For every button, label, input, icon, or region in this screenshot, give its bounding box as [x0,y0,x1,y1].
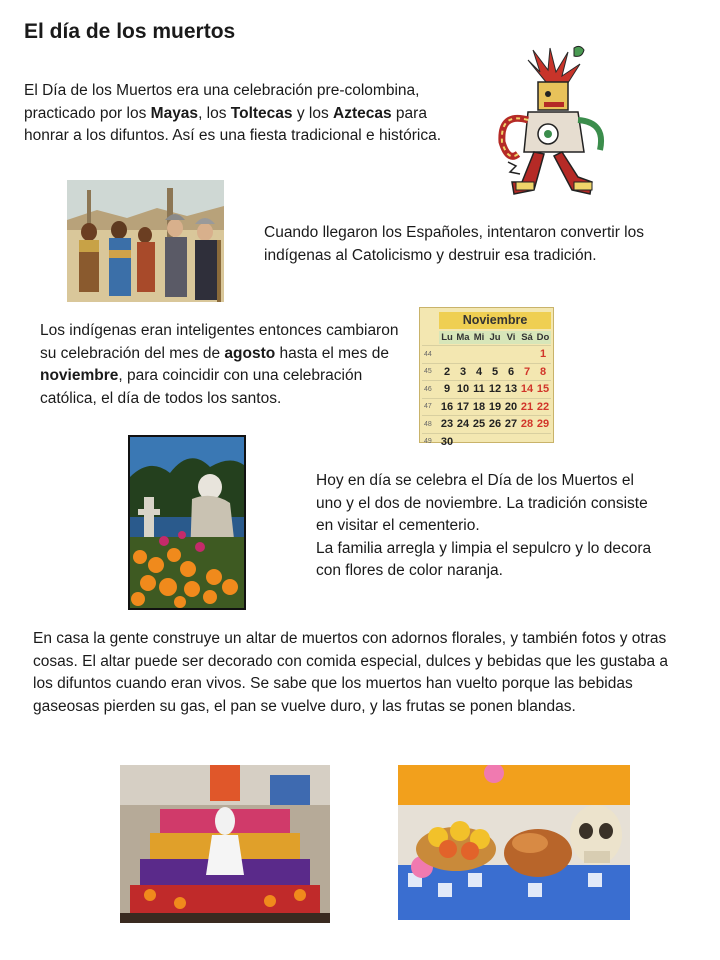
weekday-label: Ju [489,332,501,343]
calendar-day: 28 [520,418,534,431]
week-number: 44 [424,350,432,358]
calendar-day: 22 [536,400,550,413]
weekday-label: Vi [506,332,516,343]
calendar-day: 6 [507,365,515,378]
today-paragraph: Hoy en día se celebra el Día de los Muertos el uno y el dos de noviembre. La tradición consiste en visitar el cementerio. La familia arregla y limpia el sepulcro y lo decora con flores de color naranja. [316,472,652,579]
calendar-day: 1 [539,348,547,361]
aztec-deity-image [488,42,610,207]
calendar-day: 29 [536,418,550,431]
calendar-day: 3 [459,365,467,378]
weekday-label: Lu [441,332,453,343]
calendar-day: 27 [504,418,518,431]
page-title: El día de los muertos [24,20,236,43]
calendar-day: 9 [443,383,451,396]
calendar-day: 15 [536,383,550,396]
calendar-day: 11 [473,383,485,396]
week-number: 48 [424,420,432,428]
calendar-day: 2 [443,365,451,378]
calendar-day: 5 [491,365,499,378]
weekday-label: Ma [456,332,470,343]
calendar-grid [422,345,551,450]
calendar-day: 20 [504,400,518,413]
calendar-day: 19 [488,400,502,413]
calendar-week-row [422,345,551,363]
calendar-week-row [422,380,551,398]
november-calendar [419,307,554,448]
altar-photo [120,765,330,923]
calendar-day: 12 [488,383,502,396]
calendar-day: 10 [456,383,470,396]
calendar-day: 23 [440,418,454,431]
calendar-day: 14 [520,383,534,396]
bread-skull-photo [398,765,630,920]
week-number: 46 [424,385,432,393]
calendar-day: 25 [472,418,486,431]
week-number: 45 [424,368,432,376]
weekday-label: Sá [521,332,533,343]
calendar-day: 26 [488,418,502,431]
calendar-day: 13 [504,383,518,396]
calendar-day: 8 [539,365,547,378]
calendar-weekdays [439,331,551,344]
weekday-label: Do [536,332,550,343]
calendar-day: 24 [456,418,470,431]
calendar-day: 30 [440,435,454,448]
calendar-day: 18 [472,400,486,413]
spanish-arrival-image [67,180,224,302]
calendar-week-row [422,363,551,381]
month-change-paragraph: Los indígenas eran inteligentes entonces cambiaron su celebración del mes de agosto hasta el mes de noviembre, para coincidir con una celebración católica, el día de todos los santos. [40,322,399,407]
calendar-week-row [422,433,551,451]
intro-paragraph: El Día de los Muertos era una celebración pre-colombina, practicado por los Mayas, los Toltecas y los Aztecas para honrar a los difuntos. Así es una fiesta tradicional e histórica. [24,82,442,144]
cemetery-photo [128,435,246,610]
week-number: 47 [424,403,432,411]
calendar-week-row [422,415,551,433]
spanish-paragraph: Cuando llegaron los Españoles, intentaron convertir los indígenas al Catolicismo y destruir esa tradición. [264,224,644,264]
calendar-day: 16 [440,400,454,413]
calendar-month: Noviembre [439,312,551,329]
calendar-day: 4 [475,365,483,378]
calendar-day: 21 [520,400,534,413]
weekday-label: Mi [473,332,485,343]
week-number: 49 [424,438,432,446]
calendar-week-row [422,398,551,416]
calendar-day: 7 [523,365,531,378]
altar-paragraph: En casa la gente construye un altar de muertos con adornos florales, y también fotos y otras cosas. El altar puede ser decorado con comida especial, dulces y bebidas que les gustaba a los difuntos cuando eran vivos. Se sabe que los muertos han vuelto porque las bebidas gaseosas pierden su gas, el pan se vuelve duro, y las frutas se ponen blandas. [33,630,669,715]
calendar-day: 17 [456,400,470,413]
